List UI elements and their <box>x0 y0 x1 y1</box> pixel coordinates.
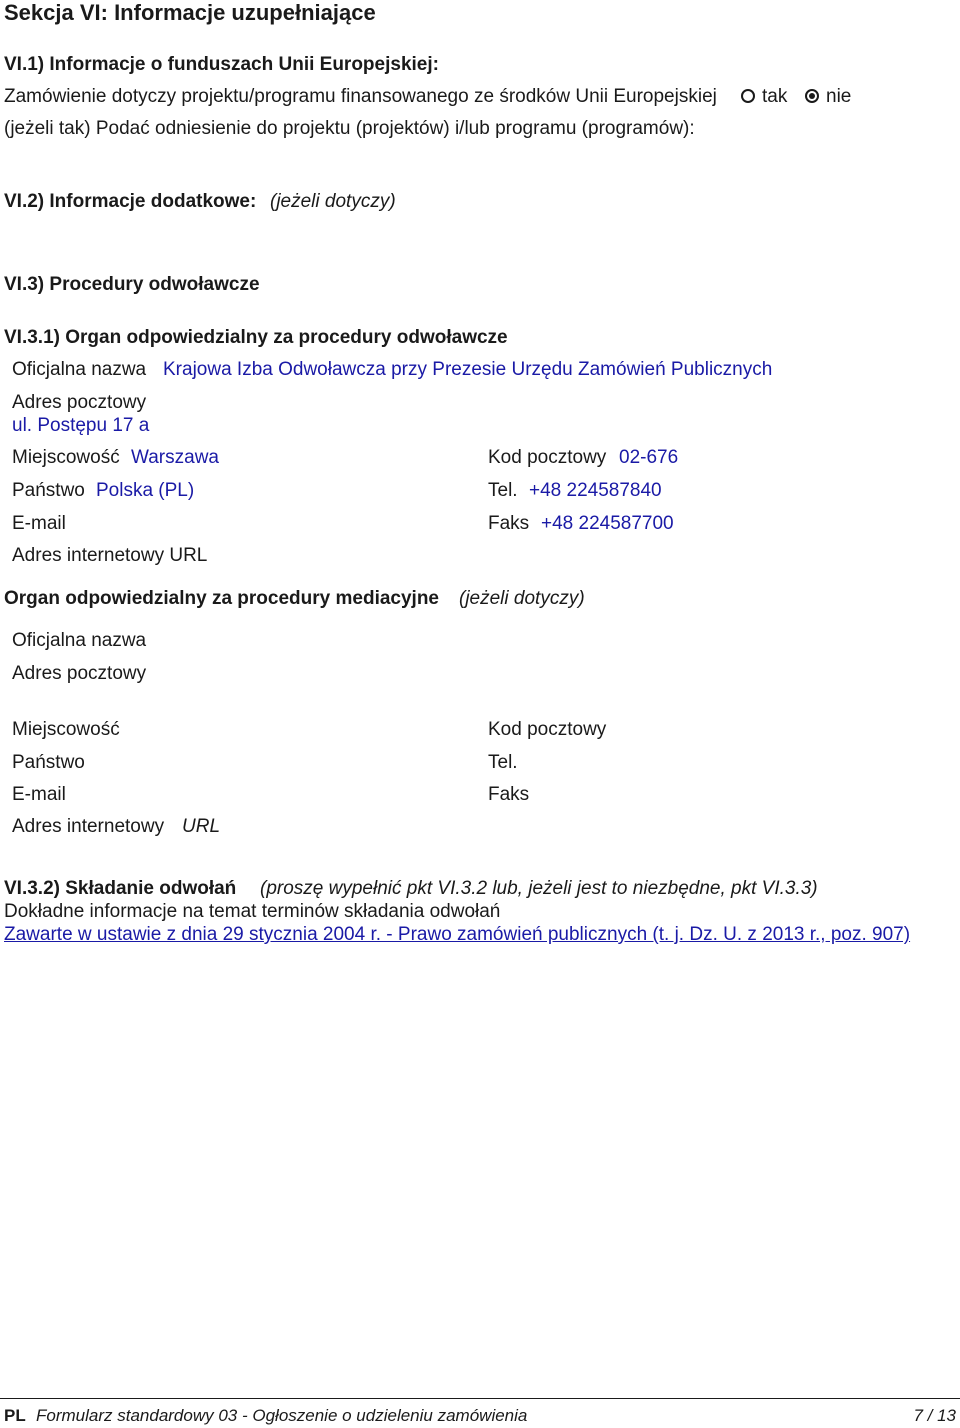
radio-tak-label: tak <box>762 86 788 107</box>
organ-tel-label: Tel. <box>488 480 518 501</box>
organ-country-label: Państwo <box>12 480 85 501</box>
appeals-detail-value[interactable]: Zawarte w ustawie z dnia 29 stycznia 2004 r. - Prawo zamówień publicznych (t. j. Dz. U. z 2013 r., poz. 907) <box>4 924 911 945</box>
eu-project-reference-label: (jeżeli tak) Podać odniesienie do projektu (projektów) i/lub programu (programów): <box>4 118 695 139</box>
mediation-country-label: Państwo <box>12 752 85 773</box>
footer-lang: PL <box>4 1406 26 1425</box>
organ-fax-value: +48 224587700 <box>541 513 674 534</box>
mediation-heading: Organ odpowiedzialny za procedury mediacyjne <box>4 588 439 609</box>
mediation-fax-label: Faks <box>488 784 530 805</box>
mediation-email-label: E-mail <box>12 784 66 805</box>
organ-name-value: Krajowa Izba Odwoławcza przy Prezesie Urzędu Zamówień Publicznych <box>163 359 773 380</box>
section-title: Sekcja VI: Informacje uzupełniające <box>4 0 376 25</box>
organ-city-label: Miejscowość <box>12 447 120 468</box>
organ-city-value: Warszawa <box>131 447 219 468</box>
vi2-heading: VI.2) Informacje dodatkowe: <box>4 191 257 212</box>
radio-nie[interactable] <box>805 89 819 103</box>
mediation-city-label: Miejscowość <box>12 719 120 740</box>
footer-divider <box>0 1398 960 1399</box>
radio-nie-label: nie <box>826 86 852 107</box>
mediation-postal-label: Kod pocztowy <box>488 719 607 740</box>
organ-email-label: E-mail <box>12 513 66 534</box>
mediation-tel-label: Tel. <box>488 752 518 773</box>
mediation-url-label: Adres internetowy <box>12 816 165 837</box>
mediation-name-label: Oficjalna nazwa <box>12 630 147 651</box>
footer-page-number: 7 / 13 <box>913 1406 956 1425</box>
organ-postal-label: Kod pocztowy <box>488 447 607 468</box>
organ-address-label: Adres pocztowy <box>12 392 147 413</box>
organ-postal-value: 02-676 <box>619 447 679 468</box>
organ-url-label: Adres internetowy URL <box>12 545 208 566</box>
organ-name-label: Oficjalna nazwa <box>12 359 147 380</box>
mediation-url-suffix: URL <box>182 816 221 837</box>
organ-tel-value: +48 224587840 <box>529 480 662 501</box>
vi1-heading: VI.1) Informacje o funduszach Unii Europejskiej: <box>4 54 439 75</box>
vi32-heading: VI.3.2) Składanie odwołań <box>4 878 237 899</box>
appeals-detail-label: Dokładne informacje na temat terminów składania odwołań <box>4 901 501 922</box>
organ-fax-label: Faks <box>488 513 530 534</box>
footer-form-title: Formularz standardowy 03 - Ogłoszenie o udzieleniu zamówienia <box>36 1406 528 1425</box>
eu-funds-question: Zamówienie dotyczy projektu/programu finansowanego ze środków Unii Europejskiej <box>4 86 717 107</box>
vi2-note: (jeżeli dotyczy) <box>270 191 396 212</box>
organ-address-value: ul. Postępu 17 a <box>12 415 150 436</box>
organ-country-value: Polska (PL) <box>96 480 195 501</box>
mediation-address-label: Adres pocztowy <box>12 663 147 684</box>
vi32-note: (proszę wypełnić pkt VI.3.2 lub, jeżeli jest to niezbędne, pkt VI.3.3) <box>260 878 818 899</box>
radio-tak[interactable] <box>741 89 755 103</box>
vi31-heading: VI.3.1) Organ odpowiedzialny za procedury odwoławcze <box>4 327 508 348</box>
mediation-note: (jeżeli dotyczy) <box>459 588 585 609</box>
vi3-heading: VI.3) Procedury odwoławcze <box>4 274 260 295</box>
